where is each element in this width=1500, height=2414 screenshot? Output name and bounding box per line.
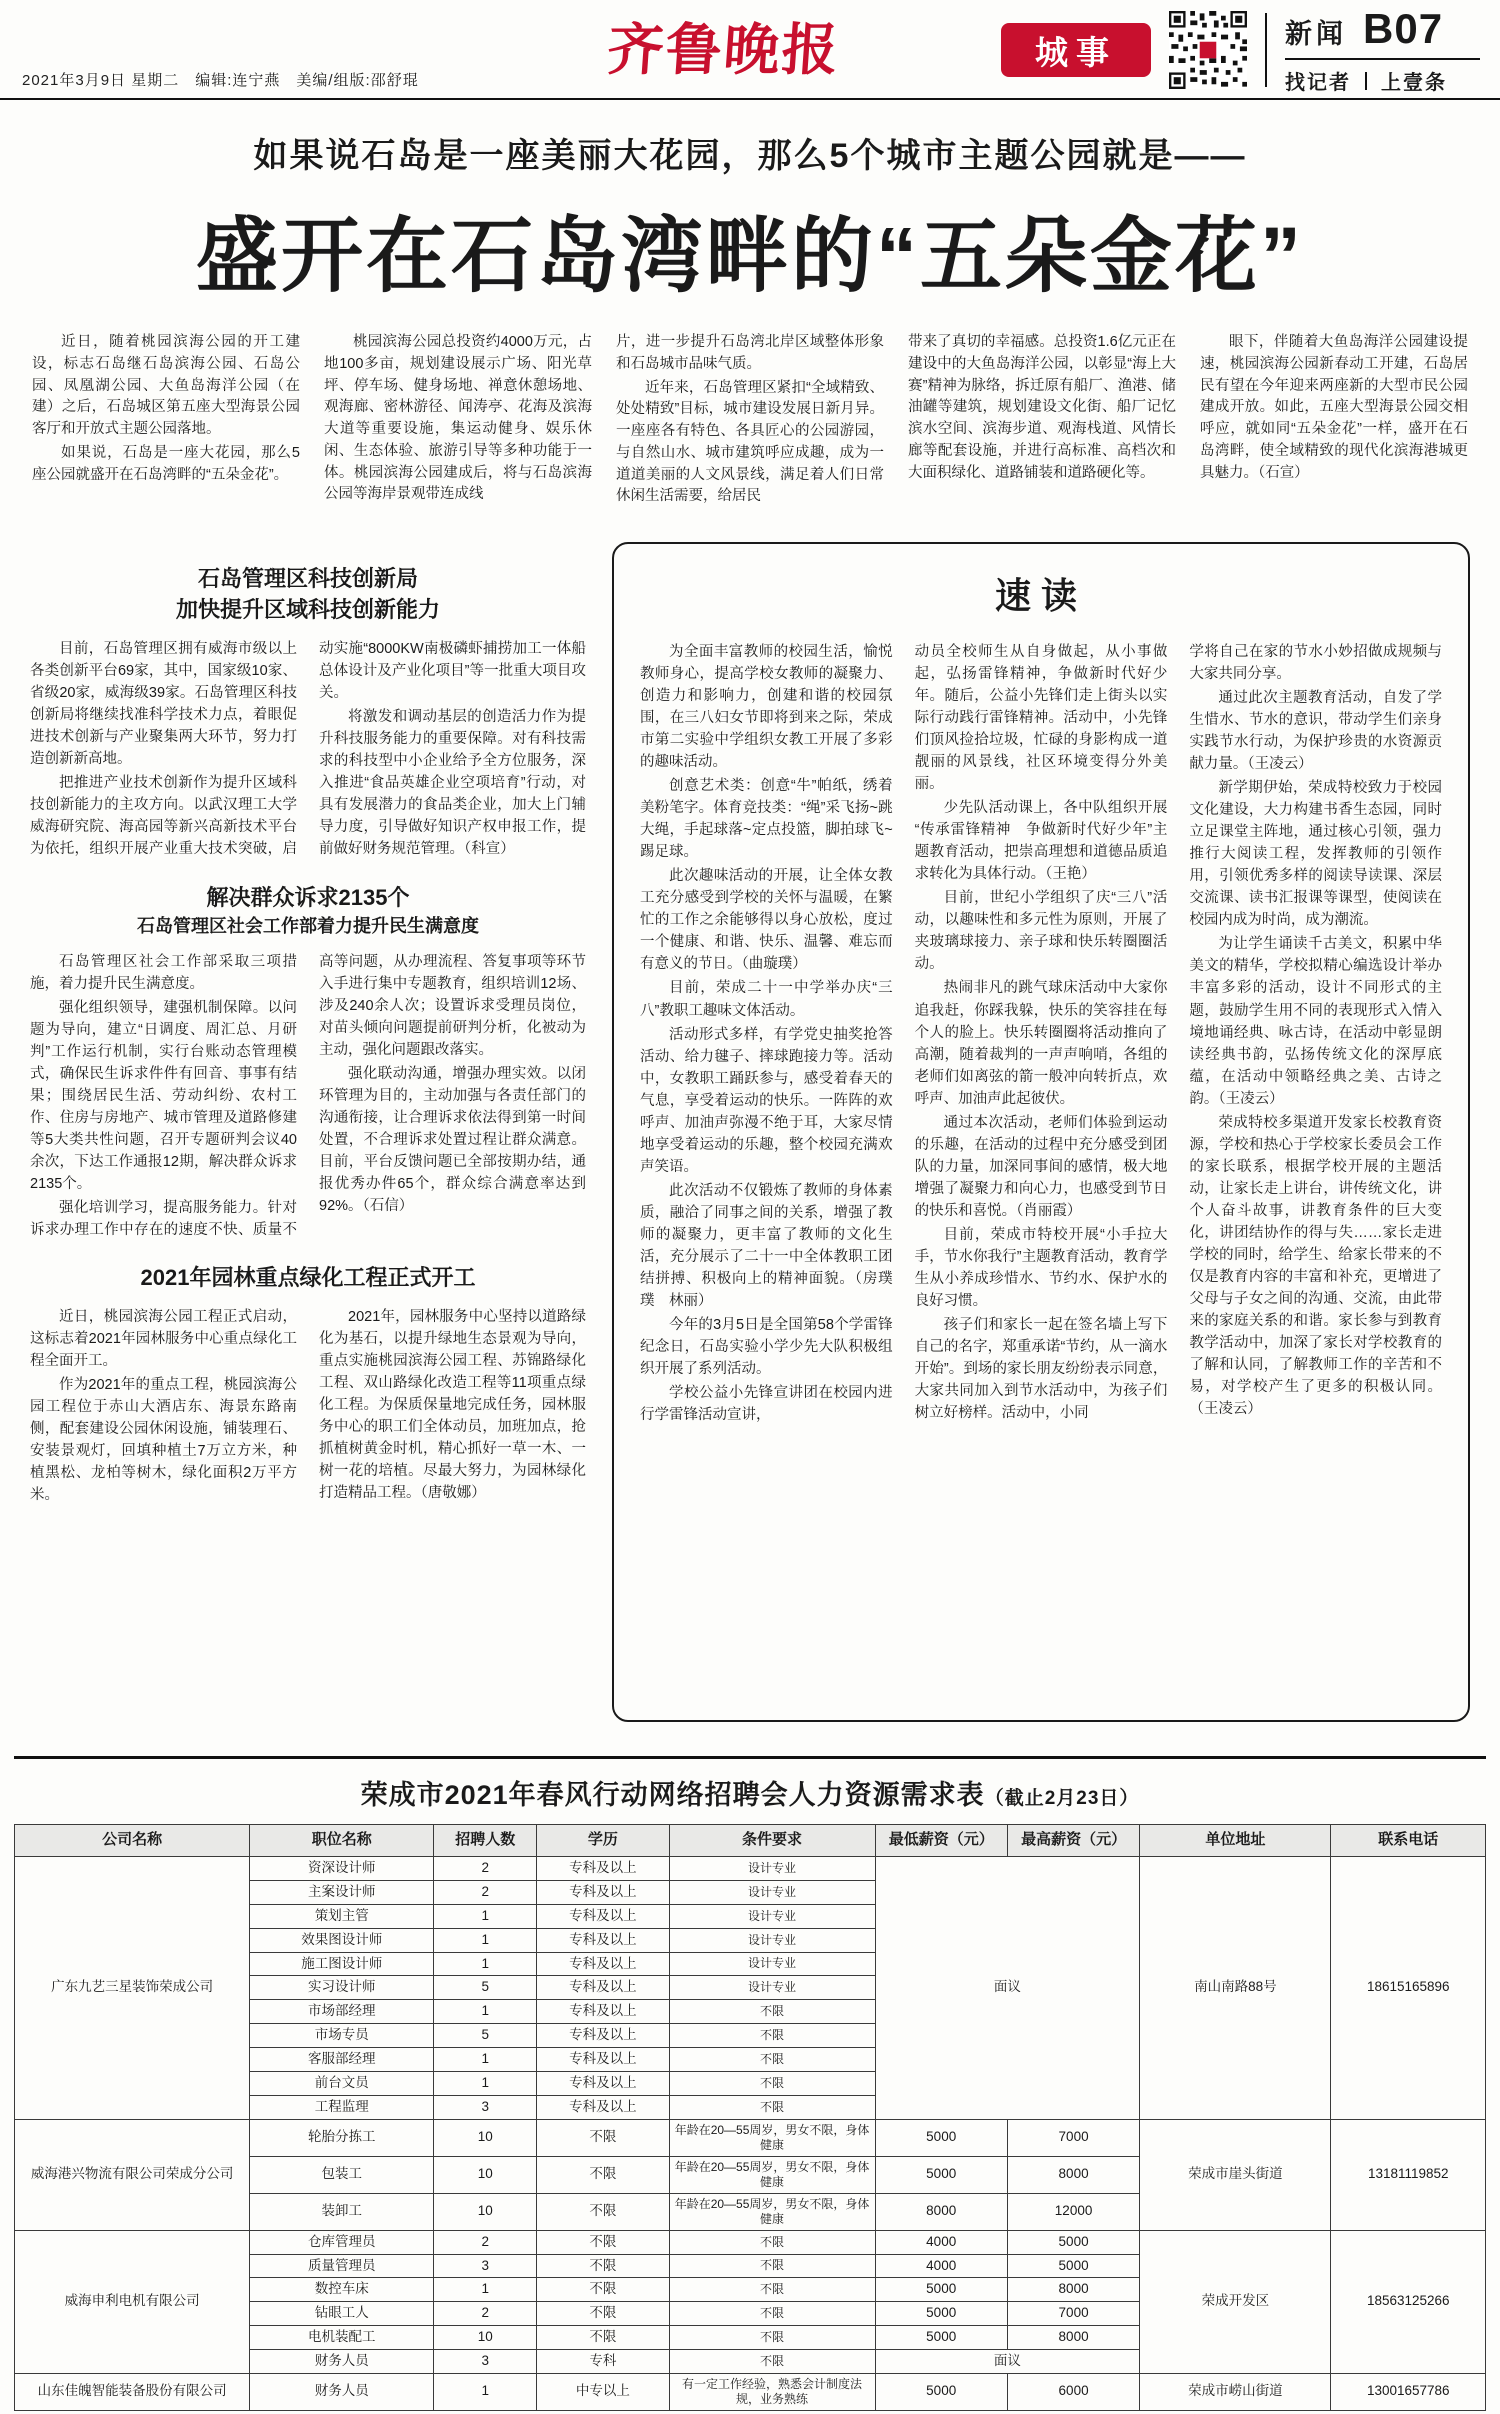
max-salary-cell: 8000 — [1007, 2278, 1139, 2302]
page-info-rule — [1285, 58, 1480, 60]
lead-headline: 盛开在石岛湾畔的“五朵金花” — [195, 211, 1304, 302]
masthead-dateline: 2021年3月9日 星期二 编辑:连宁燕 美编/组版:邵舒琨 — [22, 72, 419, 89]
min-salary-cell: 5000 — [875, 2302, 1007, 2326]
position-cell: 施工图设计师 — [250, 1952, 434, 1976]
phone-cell: 13181119852 — [1331, 2119, 1486, 2230]
job-row — [15, 2119, 1486, 2156]
paragraph: 目前，荣成二十一中学举办庆“三八”教职工趣味文体活动。 — [640, 980, 893, 1019]
paragraph: 孩子们和家长一起在签名墙上写下自己的名字，郑重承诺“节约，从一滴水开始”。到场的家长朋友纷纷表示同意，大家共同加入到节水活动中，为孩子们树立好榜样。活动中，小同 — [914, 1316, 1168, 1422]
headcount-cell: 3 — [434, 2350, 537, 2374]
lead-columns — [32, 332, 1468, 510]
headcount-cell: 1 — [434, 2373, 537, 2410]
headcount-cell: 1 — [434, 2000, 537, 2024]
position-cell: 资深设计师 — [250, 1857, 434, 1881]
job-table-title-main: 荣成市2021年春风行动网络招聘会人力资源需求表 — [360, 1780, 985, 1810]
paragraph: 把推进产业技术创新作为提升区域科技创新能力的主攻方向。以武汉理工大学威海研究院、海高园等新兴高新技术平台为依托，组织开展产业重大技术突破，启动实施“8000KW南极磷虾捕捞加工一体船总体设计及产业化项目”等一批重大项目攻关。 — [30, 640, 586, 857]
quick-read-title: 速读 — [994, 575, 1087, 616]
paragraph: 热闹非凡的跳气球床活动中大家你追我赶，你踩我躲，快乐的笑容挂在每个人的脸上。快乐转圈圈将活动推向了高潮，随着裁判的一声声响哨，各组的老师们如离弦的箭一般冲向转折点，欢呼声、加油声此起彼伏。 — [914, 980, 1168, 1107]
min-salary-cell: 5000 — [875, 2278, 1007, 2302]
paragraph: 2021年，园林服务中心坚持以道路绿化为基石，以提升绿地生态景观为导向，重点实施桃园滨海公园工程、苏锦路绿化工程、双山路绿化改造工程等11项重点绿化工程。为保质保量地完成任务，园林服务中心的职工们全体动员，加班加点，抢抓植树黄金时机，精心抓好一草一木、一树一花的培植。尽最大努力，为园林绿化打造精品工程。（唐敬娜） — [319, 1309, 586, 1502]
paragraph: 目前，世纪小学组织了庆“三八”活动，以趣味性和多元性为原则，开展了夹玻璃球接力、亲子球和快乐转圈圈活动。 — [914, 890, 1168, 973]
paragraph: 强化联动沟通，增强办理实效。以闭环管理为目的，主动加强与各责任部门的沟通衔接，让合理诉求依法得到第一时间处置，不合理诉求处置过程让群众满意。目前，平台反馈问题已全部按期办结，通报优秀办件65个，群众综合满意率达到92%。（石信） — [319, 1066, 586, 1215]
column-header: 职位名称 — [250, 1825, 434, 1857]
article-body — [30, 638, 586, 861]
requirement-cell: 不限 — [669, 2230, 875, 2254]
requirement-cell: 不限 — [669, 2302, 875, 2326]
min-salary-cell: 4000 — [875, 2254, 1007, 2278]
job-row — [15, 2230, 1486, 2254]
paragraph: 石岛管理区社会工作部采取三项措施，着力提升民生满意度。 — [30, 953, 297, 992]
paragraph: 今年的3月5日是全国第58个学雷锋纪念日，石岛实验小学少先大队积极组织开展了系列活动。 — [640, 1316, 893, 1377]
job-table-head — [15, 1825, 1486, 1857]
middle-section — [0, 536, 1500, 1742]
requirement-cell: 年龄在20—55周岁，男女不限，身体健康 — [669, 2156, 875, 2193]
requirement-cell: 设计专业 — [669, 1880, 875, 1904]
education-cell: 专科 — [537, 2350, 669, 2374]
max-salary-cell: 8000 — [1007, 2326, 1139, 2350]
position-cell: 财务人员 — [250, 2350, 434, 2374]
address-cell: 荣成市崂山街道 — [1140, 2373, 1331, 2410]
paragraph: 荣成特校多渠道开发家长校教育资源，学校和热心于学校家长委员会工作的家长联系，根据学校开展的主题活动，让家长走上讲台，讲传统文化，讲个人奋斗故事，讲教育条件的巨大变化，讲团结协作的得与失……家长走进学校的同时，给学生、给家长带来的不仅是教育内容的丰富和补充，更增进了父母与子女之间的沟通、交流，由此带来的家庭关系的和谐。家长参与到教育教学活动中，加深了家长对学校教育的了解和认同，了解教师工作的辛苦和不易，对学校产生了更多的积极认同。（王凌云） — [1189, 1114, 1443, 1418]
phone-cell: 18615165896 — [1331, 1857, 1486, 2120]
requirement-cell: 不限 — [669, 2000, 875, 2024]
paragraph: 目前，荣成市特校开展“小手拉大手，节水你我行”主题教育活动，教育学生从小养成珍惜水、节约水、保护水的良好习惯。 — [914, 1226, 1168, 1309]
paragraph: 桃园滨海公园总投资约4000万元，占地100多亩，规划建设展示广场、阳光草坪、停车场、健身场地、禅意休憩场地、观海廊、密林游径、闻涛亭、花海及滨海大道等重要设施，集运动健身、娱乐休闲、生态体验、旅游引导等多种功能于一体。桃园滨海公园建成后，将与石岛滨海公园等海岸景观带连成线 — [324, 334, 592, 503]
article-title-line: 石岛管理区科技创新局 — [197, 566, 418, 591]
paragraph: 通过本次活动，老师们体验到运动的乐趣，在活动的过程中充分感受到团队的力量，加深同事间的感情，极大地增强了凝聚力和向心力，也感受到节日的快乐和喜悦。（肖丽霞） — [914, 1114, 1168, 1219]
article — [30, 883, 586, 1241]
min-salary-cell: 5000 — [875, 2119, 1007, 2156]
education-cell: 专科及以上 — [537, 1928, 669, 1952]
quick-read-column — [915, 641, 1168, 1428]
paragraph: 近日，随着桃园滨海公园的开工建设，标志石岛继石岛滨海公园、石岛公园、凤凰湖公园、大鱼岛海洋公园（在建）之后，石岛城区第五座大型海景公园客厅和开放式主题公园落地。 — [32, 334, 300, 437]
headcount-cell: 2 — [434, 1880, 537, 1904]
position-cell: 前台文员 — [250, 2071, 434, 2095]
article-subtitle: 石岛管理区社会工作部着力提升民生满意度 — [137, 915, 479, 936]
job-row — [15, 2373, 1486, 2410]
education-cell: 不限 — [537, 2193, 669, 2230]
education-cell: 专科及以上 — [537, 1952, 669, 1976]
quick-read-column — [640, 641, 893, 1428]
paragraph: 创意艺术类：创意“牛”帕纸，绣着美粉笔字。体育竞技类：“绳”采飞扬~跳大绳，手起球落~定点投篮，脚拍球飞~踢足球。 — [640, 778, 893, 861]
headcount-cell: 2 — [434, 2302, 537, 2326]
job-fair-section — [14, 1756, 1486, 2411]
requirement-cell: 设计专业 — [669, 1928, 875, 1952]
requirement-cell: 不限 — [669, 2254, 875, 2278]
paragraph: 目前，石岛管理区拥有威海市级以上各类创新平台69家，其中，国家级10家、省级20家，威海级39家。石岛管理区科技创新局将继续找准科学技术力点，着眼促进技术创新与产业聚集两大环节，努力打造创新新高地。 — [30, 640, 297, 767]
position-cell: 客服部经理 — [250, 2048, 434, 2072]
masthead-divider — [1265, 13, 1267, 87]
education-cell: 不限 — [537, 2230, 669, 2254]
job-row — [15, 1857, 1486, 1881]
article-title-line: 加快提升区域科技创新能力 — [175, 596, 440, 622]
article-title — [30, 564, 586, 626]
headcount-cell: 10 — [434, 2326, 537, 2350]
min-salary-cell: 5000 — [875, 2156, 1007, 2193]
salary-negotiable-cell: 面议 — [875, 2350, 1140, 2374]
max-salary-cell: 7000 — [1007, 2119, 1139, 2156]
article-body — [30, 1306, 586, 1507]
requirement-cell: 有一定工作经验，熟悉会计制度法规，业务熟练 — [669, 2373, 875, 2410]
max-salary-cell: 8000 — [1007, 2156, 1139, 2193]
min-salary-cell: 8000 — [875, 2193, 1007, 2230]
paragraph: 将激发和调动基层的创造活力作为提升科技服务能力的重要保障。对有科技需求的科技型中小企业给予全方位服务，深入推进“食品英雄企业空项培育”行动，对具有发展潜力的食品类企业，加大上门辅导力度，引导做好知识产权申报工作，提前做好财务规范管理。（科宣） — [319, 708, 586, 857]
paragraph: 片，进一步提升石岛湾北岸区域整体形象和石岛城市品味气质。 — [616, 334, 884, 372]
paragraph: 为让学生诵读千古美文，积累中华美文的精华，学校拟精心编选设计举办丰富多彩的活动，设计不同形式的主题，鼓励学生用不同的表现形式入情入境地诵经典、咏古诗，在活动中彰显朗读经典书韵，弘扬传统文化的深厚底蕴，在活动中领略经典之美、古诗之韵。（王凌云） — [1189, 936, 1443, 1107]
lead-column — [908, 332, 1176, 510]
paragraph: 为全面丰富教师的校园生活，愉悦教师身心，提高学校女教师的凝聚力、创造力和影响力，创建和谐的校园氛围，在三八妇女节即将到来之际，荣成市第二实验中学组织女教工开展了多彩的趣味活动。 — [640, 644, 893, 771]
education-cell: 中专以上 — [537, 2373, 669, 2410]
education-cell: 专科及以上 — [537, 1880, 669, 1904]
lead-story — [0, 128, 1500, 510]
article-title — [30, 1263, 586, 1294]
requirement-cell: 不限 — [669, 2326, 875, 2350]
job-table-body — [15, 1857, 1486, 2411]
page-info — [1285, 5, 1480, 95]
headcount-cell: 1 — [434, 2048, 537, 2072]
lead-kicker: 如果说石岛是一座美丽大花园，那么5个城市主题公园就是—— — [253, 137, 1247, 175]
lead-column — [1200, 332, 1468, 510]
headcount-cell: 1 — [434, 2071, 537, 2095]
paragraph: 此次活动不仅锻炼了教师的身体素质，融洽了同事之间的关系，增强了教师的凝聚力，更丰富了教师的文化生活，充分展示了二十一中全体教职工团结拼搏、积极向上的精神面貌。（房璞璞 林丽） — [640, 1182, 893, 1309]
company-name-cell: 威海港兴物流有限公司荣成分公司 — [15, 2119, 250, 2230]
requirement-cell: 年龄在20—55周岁，男女不限，身体健康 — [669, 2193, 875, 2230]
requirement-cell: 设计专业 — [669, 1952, 875, 1976]
paragraph: 如果说，石岛是一座大花园，那么5座公园就盛开在石岛湾畔的“五朵金花”。 — [32, 444, 300, 483]
company-name-cell: 威海申利电机有限公司 — [15, 2230, 250, 2373]
page-number: B07 — [1363, 5, 1444, 52]
headcount-cell: 1 — [434, 1952, 537, 1976]
paragraph: 少先队活动课上，各中队组织开展“传承雷锋精神 争做新时代好少年”主题教育活动，把崇高理想和道德品质追求转化为具体行动。（王艳） — [914, 800, 1168, 883]
position-cell: 效果图设计师 — [250, 1928, 434, 1952]
position-cell: 财务人员 — [250, 2373, 434, 2410]
address-cell: 荣成市崖头街道 — [1140, 2119, 1331, 2230]
education-cell: 不限 — [537, 2119, 669, 2156]
position-cell: 数控车床 — [250, 2278, 434, 2302]
slogan-right: 上壹条 — [1381, 72, 1447, 94]
education-cell: 专科及以上 — [537, 2024, 669, 2048]
headcount-cell: 2 — [434, 2230, 537, 2254]
column-header: 联系电话 — [1331, 1825, 1486, 1857]
requirement-cell: 设计专业 — [669, 1857, 875, 1881]
headcount-cell: 2 — [434, 1857, 537, 1881]
masthead-right — [1001, 5, 1480, 94]
position-cell: 仓库管理员 — [250, 2230, 434, 2254]
headcount-cell: 1 — [434, 1928, 537, 1952]
lead-column — [324, 332, 592, 510]
min-salary-cell: 5000 — [875, 2326, 1007, 2350]
requirement-cell: 年龄在20—55周岁，男女不限，身体健康 — [669, 2119, 875, 2156]
paragraph: 活动形式多样，有学党史抽奖抢答活动、给力毽子、摔球跑接力等。活动中，女教职工踊跃参与，感受着春天的气息，享受着运动的快乐。一阵阵的欢呼声、加油声弥漫不绝于耳，大家尽情地享受着运动的乐趣，整个校园充满欢声笑语。 — [640, 1026, 893, 1175]
article-title-line: 2021年园林重点绿化工程正式开工 — [140, 1265, 476, 1291]
headcount-cell: 1 — [434, 2278, 537, 2302]
requirement-cell: 不限 — [669, 2350, 875, 2374]
paragraph: 近日，桃园滨海公园工程正式启动，这标志着2021年园林服务中心重点绿化工程全面开工。 — [30, 1309, 297, 1370]
max-salary-cell: 12000 — [1007, 2193, 1139, 2230]
max-salary-cell: 7000 — [1007, 2302, 1139, 2326]
phone-cell: 18563125266 — [1331, 2230, 1486, 2373]
paragraph: 近年来，石岛管理区紧扣“全域精致、处处精致”目标，城市建设发展日新月异。一座座各有特色、各具匠心的公园游园，与自然山水、城市建筑呼应成趣，成为一道道美丽的人文风景线，满足着人们日常休闲生活需要，给居民 — [616, 379, 884, 505]
position-cell: 电机装配工 — [250, 2326, 434, 2350]
position-cell: 质量管理员 — [250, 2254, 434, 2278]
company-name-cell: 山东佳魄智能装备股份有限公司 — [15, 2373, 250, 2410]
paragraph: 学将自己在家的节水小妙招做成规频与大家共同分享。 — [1189, 644, 1443, 683]
position-cell: 市场部经理 — [250, 2000, 434, 2024]
company-name-cell: 广东九艺三星装饰荣成公司 — [15, 1857, 250, 2120]
paragraph: 眼下，伴随着大鱼岛海洋公园建设提速，桃园滨海公园新春动工开建，石岛居民有望在今年迎来两座新的大型市民公园建成开放。如此，五座大型海景公园交相呼应，就如同“五朵金花”一样，盛开在石岛湾畔，使全域精致的现代化滨海港城更具魅力。（石宣） — [1200, 334, 1468, 481]
job-table-header-row — [15, 1825, 1486, 1857]
job-table-title-suffix: （截止2月23日） — [984, 1788, 1140, 1809]
lead-column — [616, 332, 884, 510]
paragraph: 动员全校师生从自身做起，从小事做起，弘扬雷锋精神，争做新时代好少年。随后，公益小先锋们走上街头以实际行动践行雷锋精神。活动中，小先锋们顶风捡拾垃圾，忙碌的身影构成一道靓丽的风景线，社区环境变得分外美丽。 — [914, 644, 1168, 793]
phone-cell: 13001657786 — [1331, 2373, 1486, 2410]
article — [30, 564, 586, 861]
max-salary-cell: 5000 — [1007, 2254, 1139, 2278]
column-header: 招聘人数 — [434, 1825, 537, 1857]
headcount-cell: 10 — [434, 2193, 537, 2230]
column-header: 最低薪资（元） — [875, 1825, 1007, 1857]
address-cell: 南山南路88号 — [1140, 1857, 1331, 2120]
address-cell: 荣成开发区 — [1140, 2230, 1331, 2373]
lead-column — [32, 332, 300, 510]
min-salary-cell: 5000 — [875, 2373, 1007, 2410]
education-cell: 专科及以上 — [537, 1904, 669, 1928]
requirement-cell: 设计专业 — [669, 1904, 875, 1928]
max-salary-cell: 6000 — [1007, 2373, 1139, 2410]
headcount-cell: 1 — [434, 1904, 537, 1928]
education-cell: 专科及以上 — [537, 1976, 669, 2000]
position-cell: 实习设计师 — [250, 1976, 434, 2000]
position-cell: 包装工 — [250, 2156, 434, 2193]
paragraph: 作为2021年的重点工程，桃园滨海公园工程位于赤山大酒店东、海景东路南侧，配套建设公园休闲设施，铺装理石、安装景观灯，回填种植土7万立方米，种植黑松、龙柏等树木，绿化面积2万平方米。 — [30, 1377, 297, 1504]
qr-code-icon — [1169, 11, 1247, 89]
education-cell: 不限 — [537, 2156, 669, 2193]
slogan-divider — [1365, 72, 1367, 90]
position-cell: 钻眼工人 — [250, 2302, 434, 2326]
headcount-cell: 3 — [434, 2254, 537, 2278]
headcount-cell: 10 — [434, 2156, 537, 2193]
column-header: 最高薪资（元） — [1007, 1825, 1139, 1857]
headcount-cell: 5 — [434, 1976, 537, 2000]
education-cell: 不限 — [537, 2302, 669, 2326]
article-title — [30, 883, 586, 939]
requirement-cell: 不限 — [669, 2024, 875, 2048]
masthead-logo: 齐鲁晚报 — [605, 20, 842, 82]
headcount-cell: 5 — [434, 2024, 537, 2048]
job-table-title — [14, 1773, 1486, 1812]
salary-negotiable-cell: 面议 — [875, 1857, 1140, 2120]
paragraph: 新学期伊始，荣成特校致力于校园文化建设，大力构建书香生态园，同时立足课堂主阵地，通过核心引领，强力推行大阅读工程，发挥教师的引领作用，引领优秀多样的阅读导读课、深层交流课、读书汇报课等课型，使阅读在校园内成为时尚，成为潮流。 — [1189, 780, 1443, 929]
position-cell: 市场专员 — [250, 2024, 434, 2048]
column-header: 学历 — [537, 1825, 669, 1857]
education-cell: 专科及以上 — [537, 2095, 669, 2119]
paragraph: 强化组织领导，建强机制保障。以问题为导向，建立“日调度、周汇总、月研判”工作运行机制，实行台账动态管理模式，确保民生诉求件件有回音、事事有结果；围绕居民生活、劳动纠纷、农村工作、住房与房地产、城市管理及道路修建等5大类共性问题，召开专题研判会议40余次，下达工作通报12期，解决群众诉求2135个。 — [30, 999, 297, 1193]
section-badge: 城事 — [1001, 23, 1151, 77]
education-cell: 专科及以上 — [537, 1857, 669, 1881]
position-cell: 装卸工 — [250, 2193, 434, 2230]
masthead — [0, 0, 1500, 100]
headcount-cell: 3 — [434, 2095, 537, 2119]
education-cell: 不限 — [537, 2254, 669, 2278]
quick-read-columns — [640, 641, 1442, 1428]
paragraph: 带来了真切的幸福感。总投资1.6亿元正在建设中的大鱼岛海洋公园，以彰显“海上大赛”精神为脉络，拆迁原有船厂、渔港、储油罐等建筑，规划建设文化街、船厂记忆滨水空间、滨海步道、观海栈道、风情长廊等配套设施，并进行高标准、高档次和大面积绿化、道路铺装和道路硬化等。 — [908, 334, 1176, 481]
column-header: 公司名称 — [15, 1825, 250, 1857]
section-name: 新闻 — [1285, 19, 1347, 49]
paragraph: 此次趣味活动的开展，让全体女教工充分感受到学校的关怀与温暖，在繁忙的工作之余能够得以身心放松，度过一个健康、和谐、快乐、温馨、难忘而有意义的节日。（曲璇璞） — [640, 868, 893, 973]
column-header: 单位地址 — [1140, 1825, 1331, 1857]
requirement-cell: 设计专业 — [669, 1976, 875, 2000]
headcount-cell: 10 — [434, 2119, 537, 2156]
job-table — [14, 1824, 1486, 2411]
requirement-cell: 不限 — [669, 2095, 875, 2119]
education-cell: 不限 — [537, 2278, 669, 2302]
min-salary-cell: 4000 — [875, 2230, 1007, 2254]
requirement-cell: 不限 — [669, 2278, 875, 2302]
position-cell: 轮胎分拣工 — [250, 2119, 434, 2156]
requirement-cell: 不限 — [669, 2071, 875, 2095]
education-cell: 不限 — [537, 2326, 669, 2350]
position-cell: 策划主管 — [250, 1904, 434, 1928]
education-cell: 专科及以上 — [537, 2000, 669, 2024]
paragraph: 通过此次主题教育活动，自发了学生惜水、节水的意识，带动学生们亲身实践节水行动，为保护珍贵的水资源贡献力量。（王凌云） — [1189, 690, 1443, 773]
quick-read-box — [612, 542, 1470, 1722]
article-body — [30, 951, 586, 1241]
max-salary-cell: 5000 — [1007, 2230, 1139, 2254]
quick-read-column — [1189, 641, 1442, 1428]
article-title-line: 解决群众诉求2135个 — [206, 884, 410, 910]
education-cell: 专科及以上 — [537, 2048, 669, 2072]
position-cell: 主案设计师 — [250, 1880, 434, 1904]
requirement-cell: 不限 — [669, 2048, 875, 2072]
position-cell: 工程监理 — [250, 2095, 434, 2119]
paragraph: 强化培训学习，提高服务能力。针对诉求办理工作中存在的速度不快、质量不高等问题，从办理流程、答复事项等环节入手进行集中专题教育，组织培训12场、涉及240余人次；设置诉求受理员岗位，对苗头倾向问题提前研判分析，化被动为主动，强化问题跟改落实。 — [30, 953, 586, 1239]
column-header: 条件要求 — [669, 1825, 875, 1857]
paragraph: 学校公益小先锋宣讲团在校园内进行学雷锋活动宣讲， — [640, 1385, 893, 1424]
education-cell: 专科及以上 — [537, 2071, 669, 2095]
article — [30, 1263, 586, 1507]
slogan-left: 找记者 — [1285, 72, 1351, 94]
left-articles — [30, 542, 586, 1507]
